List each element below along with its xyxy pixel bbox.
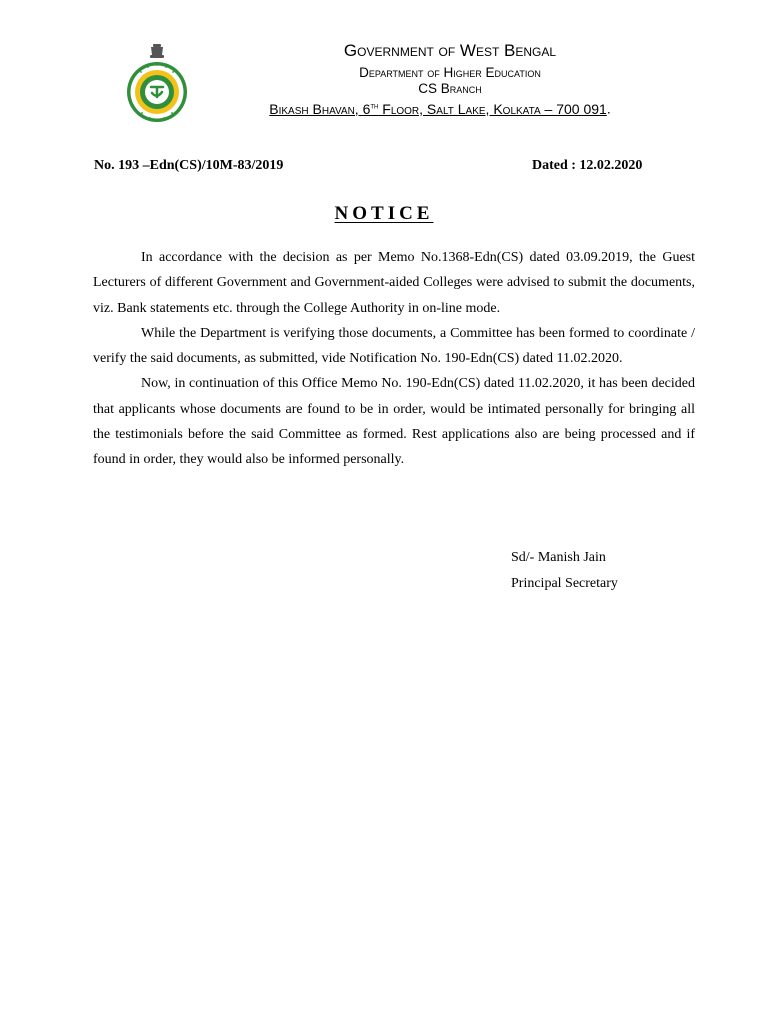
notice-title-row: [0, 203, 768, 225]
memo-date: Dated : 12.02.2020: [532, 158, 643, 173]
address-part-2: Floor, Salt Lake, Kolkata – 700 091: [378, 100, 607, 117]
signature-designation: Principal Secretary: [511, 576, 618, 591]
memo-number: No. 193 –Edn(CS)/10M-83/2019: [94, 158, 284, 173]
paragraph-3: Now, in continuation of this Office Memo No. 190-Edn(CS) dated 11.02.2020, it has been decided that applicants whose documents are found to be in order, would be intimated personally for bringing all the testimonials before the said Committee as formed. Rest applications also are being processed and if found in order, they would also be informed personally.: [93, 376, 695, 468]
address-underlined: [269, 101, 607, 117]
notice-title: NOTICE: [334, 203, 434, 224]
header-address: [160, 100, 720, 117]
notice-body: [93, 245, 695, 473]
address-superscript: th: [370, 100, 379, 110]
signature-name: Sd/- Manish Jain: [511, 550, 606, 565]
header-government: Government of West Bengal: [343, 41, 557, 60]
header-department: Department of Higher Education: [359, 65, 541, 80]
header-branch: CS Branch: [418, 81, 482, 96]
paragraph-2: While the Department is verifying those documents, a Committee has been formed to coordinate / verify the said documents, as submitted, vide Notification No. 190-Edn(CS) dated 11.02.2020.: [93, 325, 695, 367]
address-period: .: [606, 100, 611, 117]
address-part-1: Bikash Bhavan, 6: [269, 100, 371, 117]
paragraph-1: In accordance with the decision as per Memo No.1368-Edn(CS) dated 03.09.2019, the Guest Lecturers of different Government and Government-aided Colleges were advised to submit the documents, viz. Bank statements etc. through the College Authority in on-line mode.: [93, 250, 695, 316]
